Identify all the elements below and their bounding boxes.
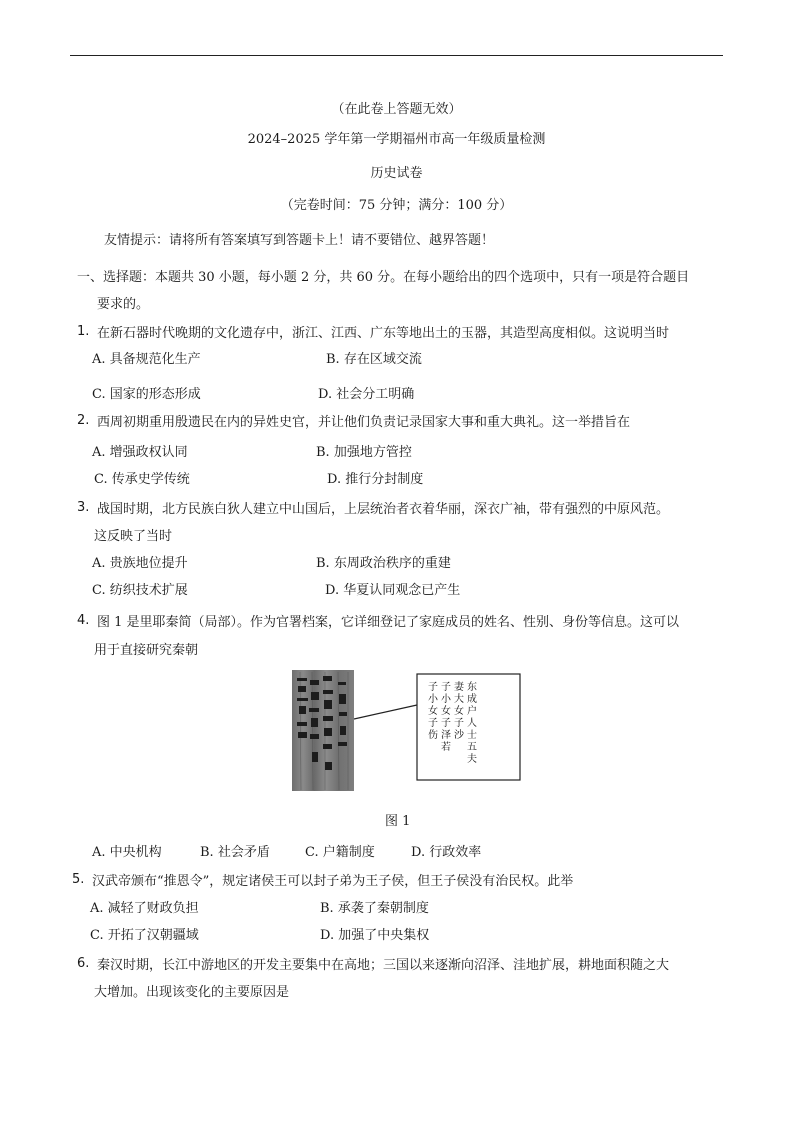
question-number: 2.	[77, 413, 90, 428]
figure-1	[292, 668, 524, 793]
transcription-char: 东	[467, 682, 477, 693]
question-number: 1.	[77, 324, 90, 339]
time-info: （完卷时间：75 分钟；满分：100 分）	[280, 198, 513, 213]
q4-option-b: B. 社会矛盾	[200, 845, 270, 860]
transcription-char: 子	[454, 718, 464, 729]
question-stem: 汉武帝颁布“推恩令”，规定诸侯王可以封子弟为王子侯，但王子侯没有治民权。此举	[92, 874, 574, 889]
friendly-tip: 友情提示：请将所有答案填写到答题卡上！请不要错位、越界答题！	[104, 233, 495, 248]
figure-caption: 图 1	[385, 814, 411, 829]
option-d: D. 推行分封制度	[327, 472, 424, 487]
transcription-char: 小	[441, 694, 451, 705]
transcription-char: 伤	[428, 730, 438, 741]
transcription-char: 士	[467, 730, 477, 741]
option-c: C. 开拓了汉朝疆域	[90, 928, 199, 943]
transcription-char: 女	[454, 706, 464, 717]
q4-option-c: C. 户籍制度	[305, 845, 375, 860]
page-title: 2024–2025 学年第一学期福州市高一年级质量检测	[247, 132, 546, 147]
question-stem-cont: 大增加。出现该变化的主要原因是	[94, 985, 290, 1000]
transcription-char: 夫	[467, 754, 477, 765]
option-a: A. 具备规范化生产	[92, 352, 201, 367]
transcription-char: 人	[467, 718, 477, 729]
bamboo-slip-figure	[292, 668, 524, 793]
option-c: C. 纺织技术扩展	[92, 583, 188, 598]
transcription-char: 户	[467, 706, 477, 717]
question-stem: 战国时期，北方民族白狄人建立中山国后，上层统治者衣着华丽，深衣广袖，带有强烈的中原风范。	[97, 502, 670, 517]
option-d: D. 社会分工明确	[318, 387, 415, 402]
connector-line	[354, 705, 417, 719]
question-stem: 在新石器时代晚期的文化遗存中，浙江、江西、广东等地出土的玉器，其造型高度相似。这说明当时	[97, 326, 670, 341]
option-b: B. 东周政治秩序的重建	[316, 556, 451, 571]
question-number: 5.	[72, 872, 85, 887]
transcription-char: 泽	[441, 730, 451, 741]
question-number: 4.	[77, 613, 90, 628]
option-a: A. 贵族地位提升	[92, 556, 188, 571]
transcription-char: 沙	[454, 730, 464, 741]
transcription-char: 妻	[454, 682, 464, 693]
option-a: A. 减轻了财政负担	[90, 901, 199, 916]
transcription-column-2	[454, 680, 465, 741]
option-a: A. 增强政权认同	[92, 445, 188, 460]
transcription-char: 子	[428, 682, 438, 693]
transcription-char: 五	[467, 742, 477, 753]
option-b: B. 承袭了秦朝制度	[320, 901, 429, 916]
transcription-char: 子	[441, 682, 451, 693]
option-b: B. 加强地方管控	[316, 445, 412, 460]
question-stem: 图 1 是里耶秦简（局部）。作为官署档案，它详细登记了家庭成员的姓名、性别、身份等信息。这可以	[97, 615, 680, 630]
question-stem: 西周初期重用殷遗民在内的异姓史官，并让他们负责记录国家大事和重大典礼。这一举措旨在	[97, 415, 631, 430]
question-stem-cont: 用于直接研究秦朝	[94, 643, 199, 658]
notice: （在此卷上答题无效）	[331, 102, 462, 117]
q4-option-a: A. 中央机构	[92, 845, 162, 860]
transcription-char: 女	[428, 706, 438, 717]
transcription-char: 大	[454, 694, 464, 705]
section-heading: 一、选择题：本题共 30 小题，每小题 2 分，共 60 分。在每小题给出的四个选项中，只有一项是符合题目	[77, 270, 690, 285]
question-number: 3.	[77, 500, 90, 515]
transcription-char: 若	[441, 742, 451, 753]
question-stem: 秦汉时期，长江中游地区的开发主要集中在高地；三国以来逐渐向沼泽、洼地扩展，耕地面积随之大	[97, 958, 670, 973]
transcription-column-4	[428, 681, 439, 741]
question-stem-cont: 这反映了当时	[94, 529, 173, 544]
option-d: D. 加强了中央集权	[320, 928, 430, 943]
option-d: D. 华夏认同观念已产生	[325, 583, 461, 598]
q4-option-d: D. 行政效率	[411, 845, 482, 860]
option-c: C. 国家的形态形成	[92, 387, 201, 402]
option-c: C. 传承史学传统	[94, 472, 190, 487]
top-rule	[70, 55, 723, 56]
transcription-char: 成	[467, 694, 477, 705]
transcription-char: 子	[441, 718, 451, 729]
subject-title: 历史试卷	[370, 166, 423, 181]
transcription-char: 小	[428, 694, 438, 705]
section-heading-cont: 要求的。	[97, 297, 150, 312]
question-number: 6.	[77, 956, 90, 971]
option-b: B. 存在区域交流	[326, 352, 422, 367]
transcription-char: 女	[441, 706, 451, 717]
transcription-column-1	[467, 680, 477, 765]
transcription-char: 子	[428, 718, 438, 729]
